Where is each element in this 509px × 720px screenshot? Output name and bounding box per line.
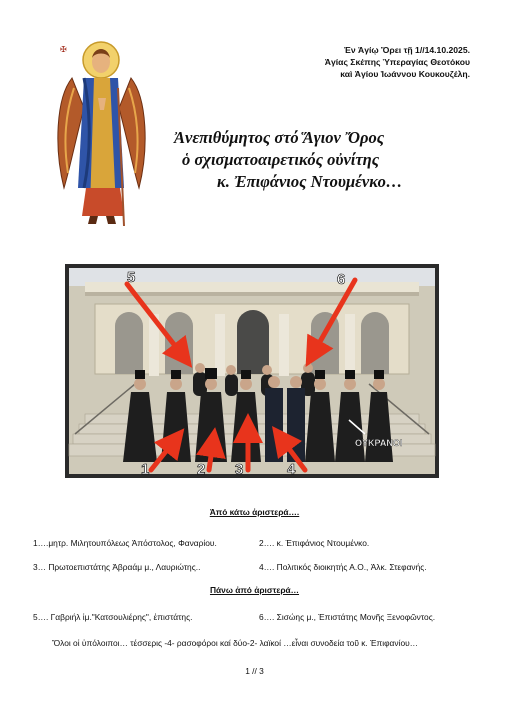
title-line-3: κ. Ἐπιφάνιος Ντουμένκο… [217, 172, 403, 191]
header-date-block [300, 44, 470, 80]
caption-6: 6…. Σισώης μ., Ἐπιστάτης Μονῆς Ξενοφῶντος. [259, 612, 436, 622]
caption-3: 3… Πρωτοεπιστάτης Ἀβραάμ μ., Λαυριώτης.. [33, 562, 201, 572]
photo-label-2: 2 [197, 461, 206, 478]
photo-label-6: 6 [337, 271, 346, 288]
photo-watermark: OYKPANOI [355, 438, 403, 448]
photo-label-5: 5 [127, 269, 136, 286]
header-skete-line: Ἁγίας Σκέπης Ὑπεραγίας Θεοτόκου [324, 57, 470, 67]
caption-4: 4…. Πολιτικός διοικητής Α.Ο., Ἀλκ. Στεφανής. [259, 562, 427, 572]
header-date-line: Ἐν Ἁγίῳ Ὄρει τῇ 1//14.10.2025. [344, 45, 470, 55]
document-title [150, 127, 480, 193]
archangel-icon [54, 38, 149, 234]
title-line-1: Ἀνεπιθύμητος στό Ἅγιον Ὄρος [174, 128, 385, 147]
svg-text:✠: ✠ [60, 45, 67, 54]
photo-label-4: 4 [287, 461, 296, 478]
photo-label-1: 1 [141, 461, 150, 478]
caption-1: 1….μητρ. Μιλητουπόλεως Ἀπόστολος, Φαναρίου. [33, 538, 217, 548]
caption-5: 5…. Γαβριήλ ἱμ."Κατσουλιέρης", ἐπιστάτης. [33, 612, 193, 622]
caption-2: 2…. κ. Ἐπιφάνιος Ντουμένκο. [259, 538, 370, 548]
entourage-note: Ὅλοι οἱ ὑπόλοιποι… τέσσερις -4- ρασοφόροι καί δύο-2- λαϊκοί …εἶναι συνοδεία τοῦ κ. Ἐπιφανίου… [52, 638, 419, 648]
bottom-row-heading: Ἀπό κάτω ἀριστερά…. [209, 507, 300, 517]
title-line-2: ὁ σχισματοαιρετικός οὐνίτης [182, 150, 380, 169]
photo-label-3: 3 [235, 461, 244, 478]
page-number: 1 // 3 [245, 666, 264, 676]
group-photo [65, 264, 439, 478]
top-row-heading: Πάνω ἀπό ἀριστερά… [209, 585, 300, 595]
header-saint-line: καὶ Ἁγίου Ἰωάννου Κουκουζέλη. [340, 69, 470, 79]
